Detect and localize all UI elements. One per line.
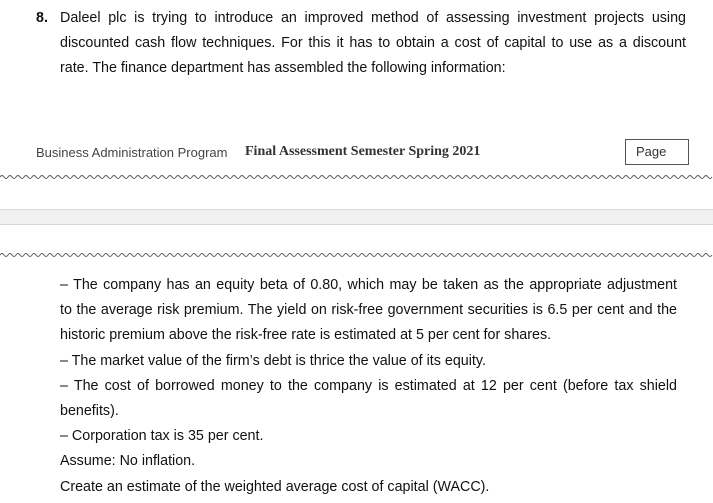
question-details <box>60 273 677 500</box>
program-name: Business Administration Program <box>36 145 228 160</box>
question-block <box>36 6 686 81</box>
detail-line: – The cost of borrowed money to the company is estimated at 12 per cent (before tax shield <box>60 377 677 394</box>
header-wavy-divider <box>0 252 713 258</box>
assessment-title: Final Assessment Semester Spring 2021 <box>245 144 481 159</box>
question-text-line-2: discounted cash flow techniques. For this it has to obtain a cost of capital to use as a discount <box>60 35 686 51</box>
detail-line: historic premium above the risk-free rate is estimated at 5 per cent for shares. <box>60 327 552 344</box>
page-footer <box>36 143 696 163</box>
detail-line: – The company has an equity beta of 0.80, which may be taken as the appropriate adjustment <box>60 277 677 293</box>
detail-line: benefits). <box>60 403 119 420</box>
question-number: 8. <box>36 10 48 26</box>
detail-line: – Corporation tax is 35 per cent. <box>60 428 264 445</box>
page-number-box: Page <box>625 139 689 165</box>
question-text-line-3: rate. The finance department has assembled the following information: <box>60 60 506 76</box>
detail-line: to the average risk premium. The yield on risk-free government securities is 6.5 per cent and the <box>60 302 677 319</box>
detail-line: Create an estimate of the weighted average cost of capital (WACC). <box>60 478 490 495</box>
question-line <box>36 6 686 31</box>
page-break-band <box>0 209 713 225</box>
footer-wavy-divider <box>0 174 713 180</box>
question-text-line-1: Daleel plc is trying to introduce an improved method of assessing investment projects using <box>60 10 686 26</box>
detail-line: – The market value of the firm’s debt is thrice the value of its equity. <box>60 352 486 369</box>
detail-line: Assume: No inflation. <box>60 453 196 470</box>
